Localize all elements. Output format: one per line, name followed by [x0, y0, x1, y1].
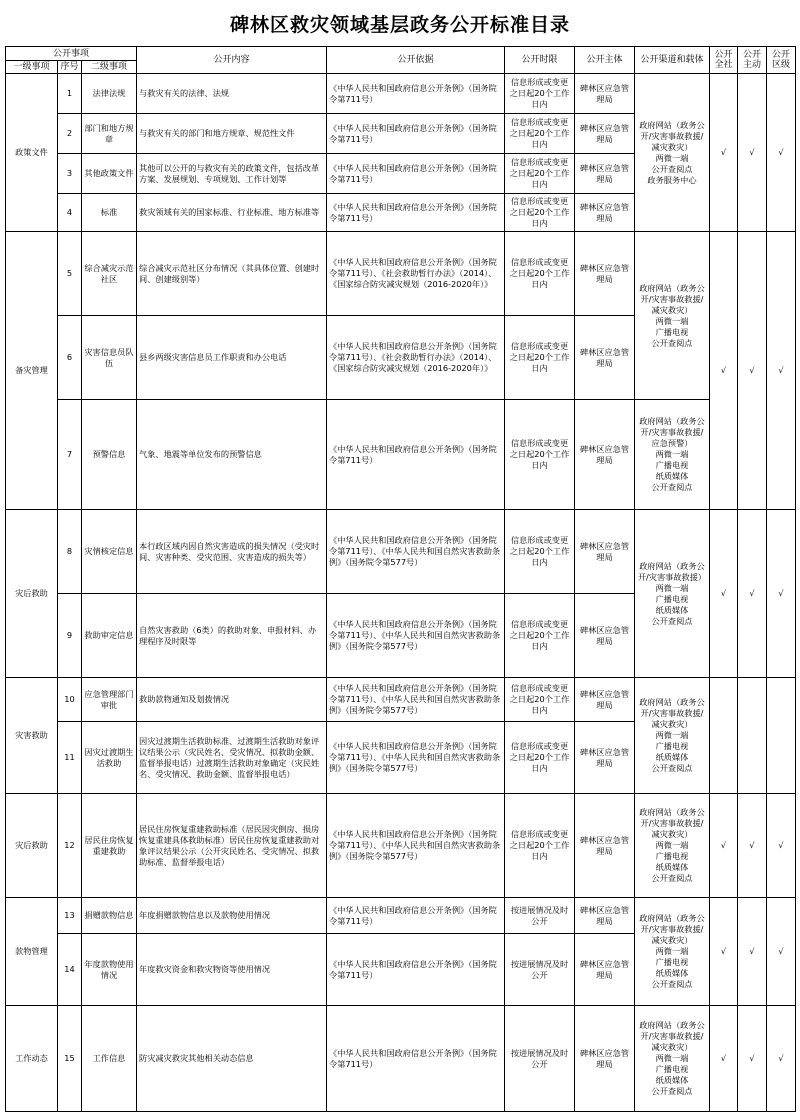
- subject-cell: 碑林区应急管理局: [575, 114, 635, 154]
- table-row: [6, 794, 796, 898]
- channel-cell: 政府网站（政务公开/灾害事故救援/减灾救灾） 两微一端 广播电视 纸质媒体 公开查阅点: [635, 678, 710, 794]
- page-title: 碑林区救灾领域基层政务公开标准目录: [229, 13, 570, 36]
- content-cell: 综合减灾示范社区分布情况（其具体位置、创建时间、创建级别等）: [137, 232, 327, 316]
- subject-cell: 碑林区应急管理局: [575, 510, 635, 594]
- item-cell: 预警信息: [82, 400, 137, 510]
- timing-cell: 信息形成或变更之日起20个工作日内: [505, 794, 575, 898]
- category-cell: 灾后救助: [6, 510, 58, 678]
- seq-cell: 15: [58, 1006, 82, 1112]
- seq-cell: 11: [58, 722, 82, 794]
- table-row: [6, 400, 796, 510]
- seq-cell: 3: [58, 154, 82, 194]
- category-cell: 政策文件: [6, 74, 58, 232]
- timing-cell: 信息形成或变更之日起20个工作日内: [505, 154, 575, 194]
- subject-cell: 碑林区应急管理局: [575, 794, 635, 898]
- subject-cell: 碑林区应急管理局: [575, 722, 635, 794]
- content-cell: 其他可以公开的与救灾有关的政策文件，包括改革方案、发展规划、专项规划、工作计划等: [137, 154, 327, 194]
- check-proactive: √: [738, 232, 767, 510]
- header-row-1: [6, 47, 796, 61]
- content-cell: 救灾领域有关的国家标准、行业标准、地方标准等: [137, 194, 327, 232]
- item-cell: 应急管理部门审批: [82, 678, 137, 722]
- header-level1: 一级事项: [6, 61, 58, 74]
- item-cell: 灾情核定信息: [82, 510, 137, 594]
- category-cell: 款物管理: [6, 898, 58, 1006]
- header-level2: 二级事项: [82, 61, 137, 74]
- basis-cell: 《中华人民共和国政府信息公开条例》（国务院令第711号）、《中华人民共和国自然灾害救助条例》（国务院令第577号）: [327, 510, 505, 594]
- timing-cell: 按进展情况及时公开: [505, 898, 575, 934]
- basis-cell: 《中华人民共和国政府信息公开条例》（国务院令第711号）、《社会救助暂行办法》（2014）、《国家综合防灾减灾规划（2016-2020年）》: [327, 316, 505, 400]
- check-district: √: [767, 898, 796, 1006]
- header-district: 公开区级: [767, 47, 796, 74]
- item-cell: 工作信息: [82, 1006, 137, 1112]
- seq-cell: 1: [58, 74, 82, 114]
- channel-cell: 政府网站（政务公开/灾害事故救援/减灾救灾） 两微一端 广播电视 纸质媒体 公开查阅点: [635, 794, 710, 898]
- timing-cell: 按进展情况及时公开: [505, 1006, 575, 1112]
- header-basis: 公开依据: [327, 47, 505, 74]
- category-cell: 灾后救助: [6, 794, 58, 898]
- seq-cell: 5: [58, 232, 82, 316]
- header-seq: 序号: [58, 61, 82, 74]
- table-row: [6, 74, 796, 114]
- check-proactive: √: [738, 510, 767, 678]
- item-cell: 部门和地方规章: [82, 114, 137, 154]
- item-cell: 年度款物使用情况: [82, 934, 137, 1006]
- check-proactive: √: [738, 1006, 767, 1112]
- content-cell: 县乡两级灾害信息员工作职责和办公电话: [137, 316, 327, 400]
- content-cell: 救助款物通知及划拨情况: [137, 678, 327, 722]
- check-all-society: √: [710, 898, 738, 1006]
- basis-cell: 《中华人民共和国政府信息公开条例》（国务院令第711号）: [327, 74, 505, 114]
- check-proactive: √: [738, 794, 767, 898]
- item-cell: 法律法规: [82, 74, 137, 114]
- timing-cell: 信息形成或变更之日起20个工作日内: [505, 400, 575, 510]
- channel-cell: 政府网站（政务公开/灾害事故救援/减灾救灾） 两微一端 广播电视 纸质媒体 公开查阅点: [635, 1006, 710, 1112]
- item-cell: 居民住房恢复重建救助: [82, 794, 137, 898]
- check-all-society: √: [710, 232, 738, 510]
- check-district: √: [767, 510, 796, 678]
- check-all-society: √: [710, 74, 738, 232]
- basis-cell: 《中华人民共和国政府信息公开条例》（国务院令第711号）: [327, 114, 505, 154]
- content-cell: 与救灾有关的部门和地方规章、规范性文件: [137, 114, 327, 154]
- item-cell: 其他政策文件: [82, 154, 137, 194]
- seq-cell: 7: [58, 400, 82, 510]
- check-district: √: [767, 1006, 796, 1112]
- basis-cell: 《中华人民共和国政府信息公开条例》（国务院令第711号）、《中华人民共和国自然灾害救助条例》（国务院令第577号）: [327, 678, 505, 722]
- seq-cell: 8: [58, 510, 82, 594]
- table-row: [6, 232, 796, 316]
- basis-cell: 《中华人民共和国政府信息公开条例》（国务院令第711号）: [327, 194, 505, 232]
- check-proactive: √: [738, 74, 767, 232]
- subject-cell: 碑林区应急管理局: [575, 1006, 635, 1112]
- content-cell: 因灾过渡期生活救助标准、过渡期生活救助对象评议结果公示（灾民姓名、受灾情况、拟救助金额、监督举报电话）过渡期生活救助对象确定（灾民姓名、受灾情况、救助金额、监督举报电话）: [137, 722, 327, 794]
- seq-cell: 6: [58, 316, 82, 400]
- item-cell: 综合减灾示范社区: [82, 232, 137, 316]
- channel-cell: 政府网站（政务公开/灾害事故救援/应急预警） 两微一端 广播电视 纸质媒体 公开查阅点: [635, 400, 710, 510]
- subject-cell: 碑林区应急管理局: [575, 74, 635, 114]
- table-row: [6, 898, 796, 934]
- subject-cell: 碑林区应急管理局: [575, 154, 635, 194]
- basis-cell: 《中华人民共和国政府信息公开条例》（国务院令第711号）: [327, 154, 505, 194]
- check-all-society: √: [710, 794, 738, 898]
- basis-cell: 《中华人民共和国政府信息公开条例》（国务院令第711号）、《中华人民共和国自然灾害救助条例》（国务院令第577号）: [327, 722, 505, 794]
- seq-cell: 9: [58, 594, 82, 678]
- check-district: √: [767, 794, 796, 898]
- category-cell: 备灾管理: [6, 232, 58, 510]
- channel-cell: 政府网站（政务公开/灾害事故救援/减灾救灾） 两微一端 广播电视 纸质媒体 公开查阅点: [635, 898, 710, 1006]
- basis-cell: 《中华人民共和国政府信息公开条例》（国务院令第711号）、《中华人民共和国自然灾害救助条例》（国务院令第577号）: [327, 594, 505, 678]
- seq-cell: 4: [58, 194, 82, 232]
- basis-cell: 《中华人民共和国政府信息公开条例》（国务院令第711号）: [327, 934, 505, 1006]
- item-cell: 标准: [82, 194, 137, 232]
- table-row: [6, 1006, 796, 1112]
- check-all-society: [710, 678, 738, 794]
- content-cell: 居民住房恢复重建救助标准（居民因灾倒房、损房恢复重建具体救助标准）居民住房恢复重建救助对象评议结果公示（公开灾民姓名、受灾情况、拟救助标准、监督举报电话）: [137, 794, 327, 898]
- check-district: √: [767, 232, 796, 510]
- catalog-table: [5, 46, 796, 1112]
- timing-cell: 按进展情况及时公开: [505, 934, 575, 1006]
- category-cell: 工作动态: [6, 1006, 58, 1112]
- content-cell: 本行政区域内因自然灾害造成的损失情况（受灾时间、灾害种类、受灾范围、灾害造成的损失等）: [137, 510, 327, 594]
- seq-cell: 10: [58, 678, 82, 722]
- timing-cell: 信息形成或变更之日起20个工作日内: [505, 678, 575, 722]
- timing-cell: 信息形成或变更之日起20个工作日内: [505, 510, 575, 594]
- content-cell: 防灾减灾救灾其他相关动态信息: [137, 1006, 327, 1112]
- check-proactive: √: [738, 898, 767, 1006]
- timing-cell: 信息形成或变更之日起20个工作日内: [505, 74, 575, 114]
- timing-cell: 信息形成或变更之日起20个工作日内: [505, 722, 575, 794]
- content-cell: 与救灾有关的法律、法规: [137, 74, 327, 114]
- subject-cell: 碑林区应急管理局: [575, 594, 635, 678]
- subject-cell: 碑林区应急管理局: [575, 934, 635, 1006]
- header-channel: 公开渠道和载体: [635, 47, 710, 74]
- item-cell: 因灾过渡期生活救助: [82, 722, 137, 794]
- timing-cell: 信息形成或变更之日起20个工作日内: [505, 194, 575, 232]
- channel-cell: 政府网站（政务公开/灾害事故救援/减灾救灾） 两微一端 广播电视 公开查阅点: [635, 232, 710, 400]
- timing-cell: 信息形成或变更之日起20个工作日内: [505, 594, 575, 678]
- channel-cell: 政府网站（政务公开/灾害事故救援） 两微一端 广播电视 纸质媒体 公开查阅点: [635, 510, 710, 678]
- basis-cell: 《中华人民共和国政府信息公开条例》（国务院令第711号）: [327, 1006, 505, 1112]
- header-all-society: 公开全社: [710, 47, 738, 74]
- subject-cell: 碑林区应急管理局: [575, 678, 635, 722]
- header-content: 公开内容: [137, 47, 327, 74]
- content-cell: 年度捐赠款物信息以及款物使用情况: [137, 898, 327, 934]
- subject-cell: 碑林区应急管理局: [575, 400, 635, 510]
- table-row: [6, 678, 796, 722]
- table-row: [6, 510, 796, 594]
- item-cell: 救助审定信息: [82, 594, 137, 678]
- subject-cell: 碑林区应急管理局: [575, 194, 635, 232]
- category-cell: 灾害救助: [6, 678, 58, 794]
- header-proactive: 公开主动: [738, 47, 767, 74]
- header-subject: 公开主体: [575, 47, 635, 74]
- seq-cell: 14: [58, 934, 82, 1006]
- seq-cell: 2: [58, 114, 82, 154]
- basis-cell: 《中华人民共和国政府信息公开条例》（国务院令第711号）、《社会救助暂行办法》（2014）、《国家综合防灾减灾规划（2016-2020年）》: [327, 232, 505, 316]
- content-cell: 年度救灾资金和救灾物资等使用情况: [137, 934, 327, 1006]
- check-all-society: √: [710, 510, 738, 678]
- subject-cell: 碑林区应急管理局: [575, 232, 635, 316]
- header-public-items: 公开事项: [6, 47, 137, 61]
- item-cell: 灾害信息员队伍: [82, 316, 137, 400]
- content-cell: 自然灾害救助（6类）的救助对象、申报材料、办理程序及时限等: [137, 594, 327, 678]
- subject-cell: 碑林区应急管理局: [575, 316, 635, 400]
- timing-cell: 信息形成或变更之日起20个工作日内: [505, 114, 575, 154]
- check-all-society: √: [710, 1006, 738, 1112]
- timing-cell: 信息形成或变更之日起20个工作日内: [505, 232, 575, 316]
- basis-cell: 《中华人民共和国政府信息公开条例》（国务院令第711号）: [327, 400, 505, 510]
- seq-cell: 12: [58, 794, 82, 898]
- check-district: [767, 678, 796, 794]
- content-cell: 气象、地震等单位发布的预警信息: [137, 400, 327, 510]
- seq-cell: 13: [58, 898, 82, 934]
- check-district: √: [767, 74, 796, 232]
- check-proactive: [738, 678, 767, 794]
- subject-cell: 碑林区应急管理局: [575, 898, 635, 934]
- item-cell: 捐赠款物信息: [82, 898, 137, 934]
- header-timing: 公开时限: [505, 47, 575, 74]
- channel-cell: 政府网站（政务公开/灾害事故救援/减灾救灾） 两微一端 公开查阅点 政务服务中心: [635, 74, 710, 232]
- basis-cell: 《中华人民共和国政府信息公开条例》（国务院令第711号）、《中华人民共和国自然灾害救助条例》（国务院令第577号）: [327, 794, 505, 898]
- timing-cell: 信息形成或变更之日起20个工作日内: [505, 316, 575, 400]
- basis-cell: 《中华人民共和国政府信息公开条例》（国务院令第711号）: [327, 898, 505, 934]
